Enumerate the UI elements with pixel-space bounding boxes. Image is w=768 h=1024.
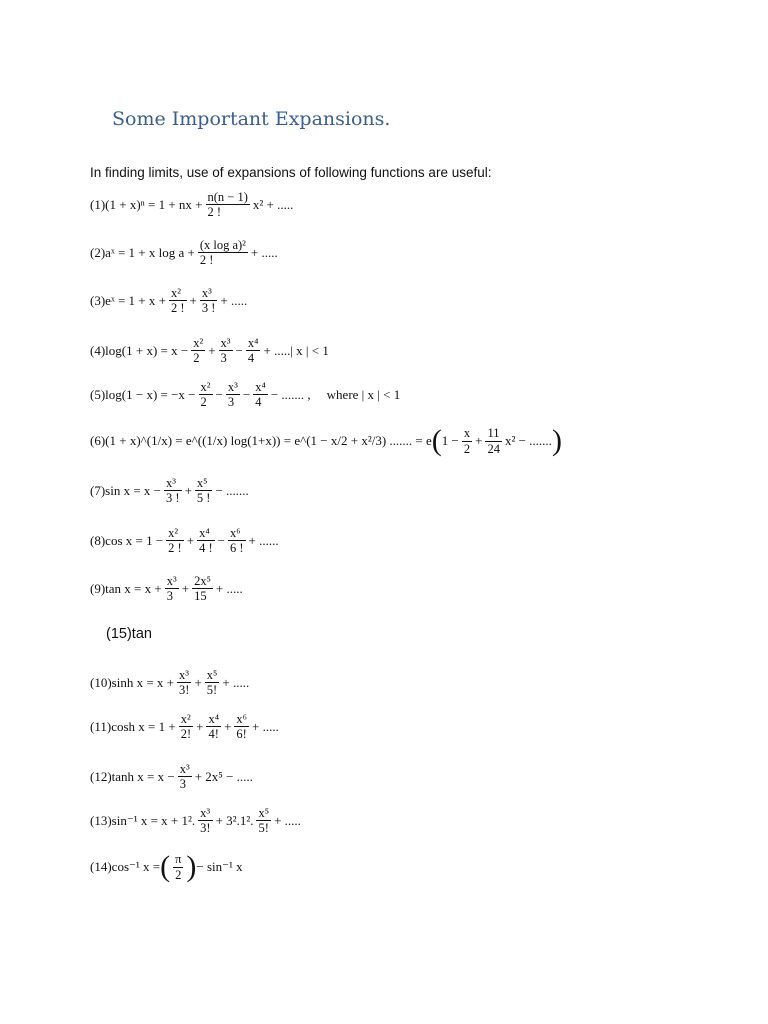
eq-tail: + ..... [222, 674, 250, 690]
eq-number: (10) [90, 674, 112, 690]
numerator: x² [193, 336, 204, 350]
denominator: 3 [226, 394, 240, 409]
fraction [219, 336, 233, 366]
eq-number: (2) [90, 244, 106, 260]
denominator: 4 ! [199, 541, 213, 556]
numerator: x⁴ [199, 526, 210, 540]
denominator: 3 ! [166, 491, 180, 506]
numerator: π [175, 852, 182, 867]
fraction [166, 526, 184, 556]
operator: + [194, 674, 202, 690]
denominator: 2 ! [170, 301, 185, 316]
denominator: 2! [180, 727, 192, 742]
right-paren: ) [551, 424, 562, 457]
eq-number: (8) [90, 532, 106, 548]
numerator: x² [168, 526, 179, 540]
eq-tail: + ...... [248, 532, 279, 548]
side-note: (15)tan [106, 626, 152, 642]
fraction [462, 426, 472, 456]
operator: + [181, 580, 190, 596]
expansion-13 [90, 806, 301, 836]
denominator: 2 [191, 350, 205, 365]
numerator: x⁴ [255, 380, 266, 394]
eq-number: (13) [90, 812, 112, 828]
operator: − [217, 532, 225, 548]
numerator: x³ [179, 762, 190, 776]
right-paren: ) [186, 850, 197, 883]
denominator: 15 [192, 588, 213, 603]
expansion-11 [90, 712, 279, 742]
intro-text: In finding limits, use of expansions of following functions are useful: [90, 165, 492, 180]
operator: − [215, 386, 223, 402]
denominator: 2 ! [168, 541, 182, 556]
eq-lhs: tan x = x + [105, 580, 162, 596]
fraction [198, 238, 248, 268]
eq-number: (3) [90, 292, 106, 308]
numerator: x² [170, 286, 181, 300]
fraction [192, 574, 213, 604]
denominator: 2 [199, 394, 213, 409]
expansion-6 [90, 426, 562, 456]
fraction [179, 712, 193, 742]
eq-tail: − ....... , [270, 386, 311, 402]
eq-number: (11) [90, 718, 112, 734]
numerator: x³ [166, 476, 177, 490]
operator: − [242, 386, 251, 402]
eq-lhs: cosh x = 1 + [111, 718, 176, 734]
fraction [226, 380, 240, 410]
eq-lhs: (1 + x)ⁿ = 1 + nx + [105, 196, 203, 212]
expansion-9 [90, 574, 243, 604]
numerator: x³ [166, 574, 177, 588]
expansion-1 [90, 190, 293, 220]
numerator: x⁵ [206, 668, 218, 682]
eq-lhs: sinh x = x + [111, 674, 175, 690]
eq-number: (12) [90, 768, 112, 784]
fraction [177, 668, 191, 698]
denominator: 2 [463, 441, 471, 456]
operator: + [208, 342, 216, 358]
expansion-4 [90, 336, 329, 366]
denominator: 6! [234, 726, 249, 741]
fraction [206, 712, 221, 742]
expansion-12 [90, 762, 253, 792]
eq-number: (5) [90, 386, 106, 402]
fraction [485, 426, 502, 456]
numerator: x⁴ [247, 336, 259, 350]
numerator: x³ [220, 336, 231, 350]
fraction [164, 476, 182, 506]
eq-number: (1) [90, 196, 106, 212]
denominator: 3 [178, 776, 192, 791]
eq-tail: + ..... [252, 718, 279, 734]
denominator: 2 ! [198, 252, 248, 267]
numerator: 11 [487, 426, 500, 441]
numerator: x⁵ [258, 806, 270, 820]
operator: + [475, 433, 483, 448]
denominator: 3 ! [201, 301, 216, 316]
fraction [195, 476, 213, 506]
fraction [234, 712, 249, 742]
eq-lhs: eˣ = 1 + x + [105, 292, 166, 308]
expansion-8 [90, 526, 279, 556]
eq-lhs: log(1 − x) = −x − [105, 386, 196, 402]
eq-part: 1 − [441, 433, 459, 448]
eq-tail: x² − ....... [504, 433, 552, 448]
fraction [165, 574, 179, 604]
numerator: x³ [179, 668, 190, 682]
eq-lhs: (1 + x)^(1/x) = e^((1/x) log(1+x)) = e^(1 − x/2 + x²/3) ....... = e [105, 433, 432, 448]
denominator: 3! [200, 821, 211, 836]
fraction [197, 526, 215, 556]
numerator: x³ [227, 380, 238, 394]
denominator: 2 [173, 867, 183, 882]
eq-tail: + .....| x | < 1 [263, 342, 329, 358]
fraction [199, 380, 213, 410]
eq-lhs: aˣ = 1 + x log a + [105, 244, 195, 260]
denominator: 5! [205, 682, 220, 697]
fraction [173, 852, 183, 882]
fraction [256, 806, 271, 836]
expansion-3 [90, 286, 247, 316]
eq-lhs: cos x = 1 − [105, 532, 164, 548]
fraction [169, 286, 187, 316]
operator: + [186, 532, 195, 548]
denominator: 2 ! [206, 204, 250, 219]
fraction [206, 190, 250, 220]
numerator: x² [200, 380, 211, 394]
fraction [246, 336, 261, 366]
operator: + [224, 718, 232, 734]
numerator: x⁵ [196, 476, 208, 490]
eq-lhs: cos⁻¹ x = [111, 859, 161, 874]
fraction [253, 380, 268, 410]
left-paren: ( [160, 850, 171, 883]
fraction [200, 286, 218, 316]
denominator: 6 ! [229, 541, 244, 556]
numerator: x³ [201, 286, 212, 300]
expansion-14 [90, 852, 243, 882]
denominator: 3 [219, 350, 233, 365]
numerator: n(n − 1) [207, 190, 248, 204]
denominator: 3 [165, 588, 179, 603]
eq-tail: + ..... [250, 244, 278, 260]
fraction [191, 336, 205, 366]
eq-number: (6) [90, 433, 106, 448]
eq-lhs: sin⁻¹ x = x + 1². [111, 812, 196, 828]
eq-tail: + ..... [215, 580, 243, 596]
eq-condition: where | x | < 1 [326, 386, 401, 402]
numerator: x [463, 426, 471, 441]
eq-tail: x² + ..... [252, 196, 294, 212]
denominator: 5 ! [196, 491, 211, 506]
fraction [228, 526, 246, 556]
fraction [198, 806, 212, 836]
expansion-5 [90, 380, 400, 410]
operator: + [189, 292, 197, 308]
numerator: x⁶ [236, 712, 248, 726]
eq-number: (4) [90, 342, 106, 358]
numerator: x⁴ [208, 712, 220, 726]
numerator: x³ [200, 806, 211, 820]
eq-lhs: sin x = x − [105, 482, 162, 498]
denominator: 5! [256, 820, 271, 835]
denominator: 4 [246, 350, 261, 365]
denominator: 4 [253, 394, 268, 409]
eq-lhs: log(1 + x) = x − [105, 342, 189, 358]
eq-tail: − sin⁻¹ x [196, 859, 243, 874]
eq-tail: − ....... [215, 482, 249, 498]
operator: + [196, 718, 204, 734]
operator: + [184, 482, 192, 498]
denominator: 3! [179, 683, 190, 698]
numerator: 2x⁵ [194, 574, 211, 588]
numerator: (x log a)² [199, 238, 246, 252]
page-title: Some Important Expansions. [112, 108, 391, 130]
fraction [178, 762, 192, 792]
eq-tail: + ..... [220, 292, 248, 308]
eq-lhs: tanh x = x − [111, 768, 175, 784]
numerator: x⁶ [229, 526, 241, 540]
fraction [205, 668, 220, 698]
operator: + 3².1². [215, 812, 254, 828]
numerator: x² [180, 712, 191, 726]
expansion-2 [90, 238, 278, 268]
left-paren: ( [431, 424, 442, 457]
denominator: 4! [206, 726, 221, 741]
expansion-10 [90, 668, 249, 698]
eq-tail: + 2x⁵ − ..... [194, 768, 253, 784]
expansion-7 [90, 476, 249, 506]
eq-tail: + ..... [274, 812, 301, 828]
eq-number: (9) [90, 580, 106, 596]
eq-number: (14) [90, 859, 112, 874]
eq-number: (7) [90, 482, 106, 498]
denominator: 24 [487, 441, 500, 456]
operator: − [235, 342, 243, 358]
